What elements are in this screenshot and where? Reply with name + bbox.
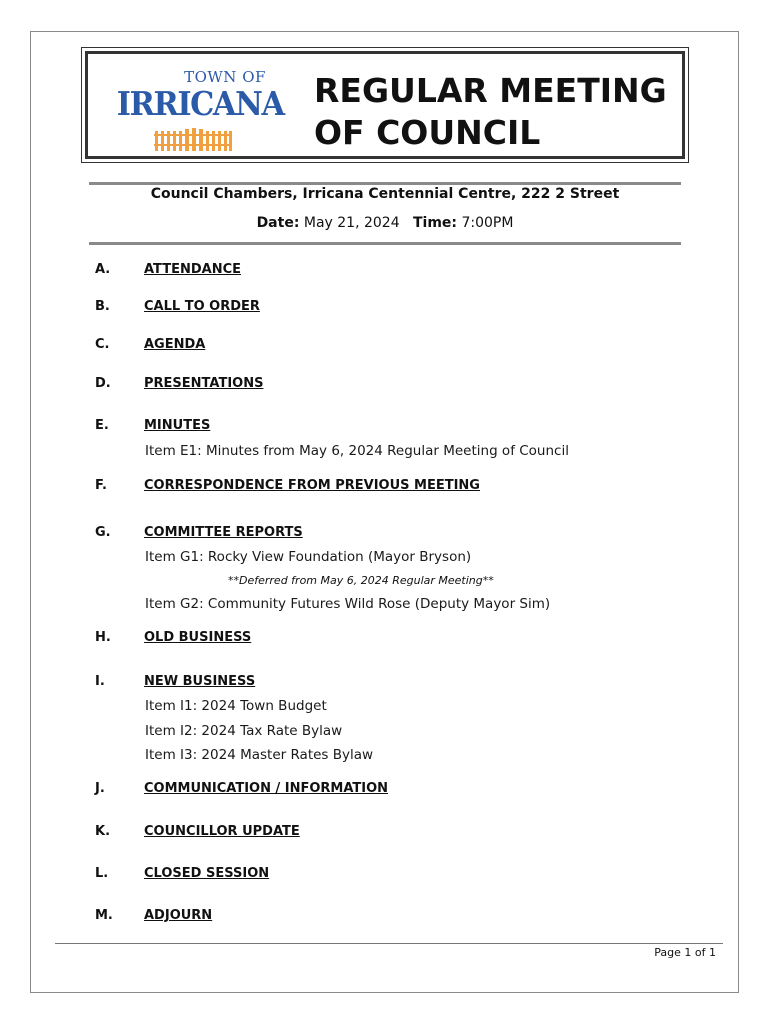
agenda-heading: CALL TO ORDER [144,299,260,314]
logo-town-of: TOWN OF [184,68,266,86]
agenda-heading: COMMUNICATION / INFORMATION [144,781,389,796]
agenda-letter: H. [95,630,111,645]
header-box [81,47,689,163]
meeting-time: 7:00PM [461,215,514,231]
agenda-letter: M. [95,908,113,923]
logo-town-name: IRRICANA [116,84,284,123]
page-number: Page 1 of 1 [654,946,716,959]
agenda-heading: ADJOURN [144,908,213,923]
meeting-date: May 21, 2024 [303,215,400,231]
agenda-letter: J. [95,781,105,796]
agenda-letter: I. [95,674,105,689]
bottom-rule [89,242,681,245]
agenda-heading: PRESENTATIONS [144,376,264,391]
time-label: Time: [412,215,458,231]
agenda-subitem-i2: Item I2: 2024 Tax Rate Bylaw [145,723,343,739]
agenda-letter: B. [95,299,110,314]
footer-rule [55,943,723,944]
page-title [314,70,667,154]
deferred-note: **Deferred from May 6, 2024 Regular Meeting** [228,574,494,587]
agenda-heading: ATTENDANCE [144,262,241,277]
title-line-2: OF COUNCIL [314,113,541,152]
agenda-subitem-e1: Item E1: Minutes from May 6, 2024 Regular Meeting of Council [145,443,569,459]
top-rule [89,182,681,185]
agenda-letter: F. [95,478,107,493]
agenda-heading: NEW BUSINESS [144,674,256,689]
venue-line: Council Chambers, Irricana Centennial Centre, 222 2 Street [150,186,620,202]
agenda-heading: OLD BUSINESS [144,630,252,645]
agenda-heading: COMMITTEE REPORTS [144,525,303,540]
agenda-subitem-i1: Item I1: 2024 Town Budget [145,698,327,714]
agenda-letter: L. [95,866,109,881]
agenda-heading: MINUTES [144,418,211,433]
date-label: Date: [256,215,300,231]
agenda-heading: AGENDA [144,337,206,352]
agenda-heading: CORRESPONDENCE FROM PREVIOUS MEETING [144,478,480,493]
agenda-subitem-i3: Item I3: 2024 Master Rates Bylaw [145,747,374,763]
agenda-letter: C. [95,337,110,352]
agenda-heading: CLOSED SESSION [144,866,270,881]
fence-icon [154,128,232,152]
agenda-letter: G. [95,525,111,540]
agenda-letter: E. [95,418,109,433]
title-line-1: REGULAR MEETING [314,71,667,110]
agenda-letter: D. [95,376,111,391]
agenda-letter: A. [95,262,111,277]
page-border [30,31,739,993]
agenda-subitem-g2: Item G2: Community Futures Wild Rose (Deputy Mayor Sim) [145,596,551,612]
agenda-letter: K. [95,824,111,839]
header-inner-frame [85,51,685,159]
agenda-subitem-g1: Item G1: Rocky View Foundation (Mayor Bryson) [145,549,472,565]
agenda-heading: COUNCILLOR UPDATE [144,824,300,839]
date-time-line [89,215,681,231]
